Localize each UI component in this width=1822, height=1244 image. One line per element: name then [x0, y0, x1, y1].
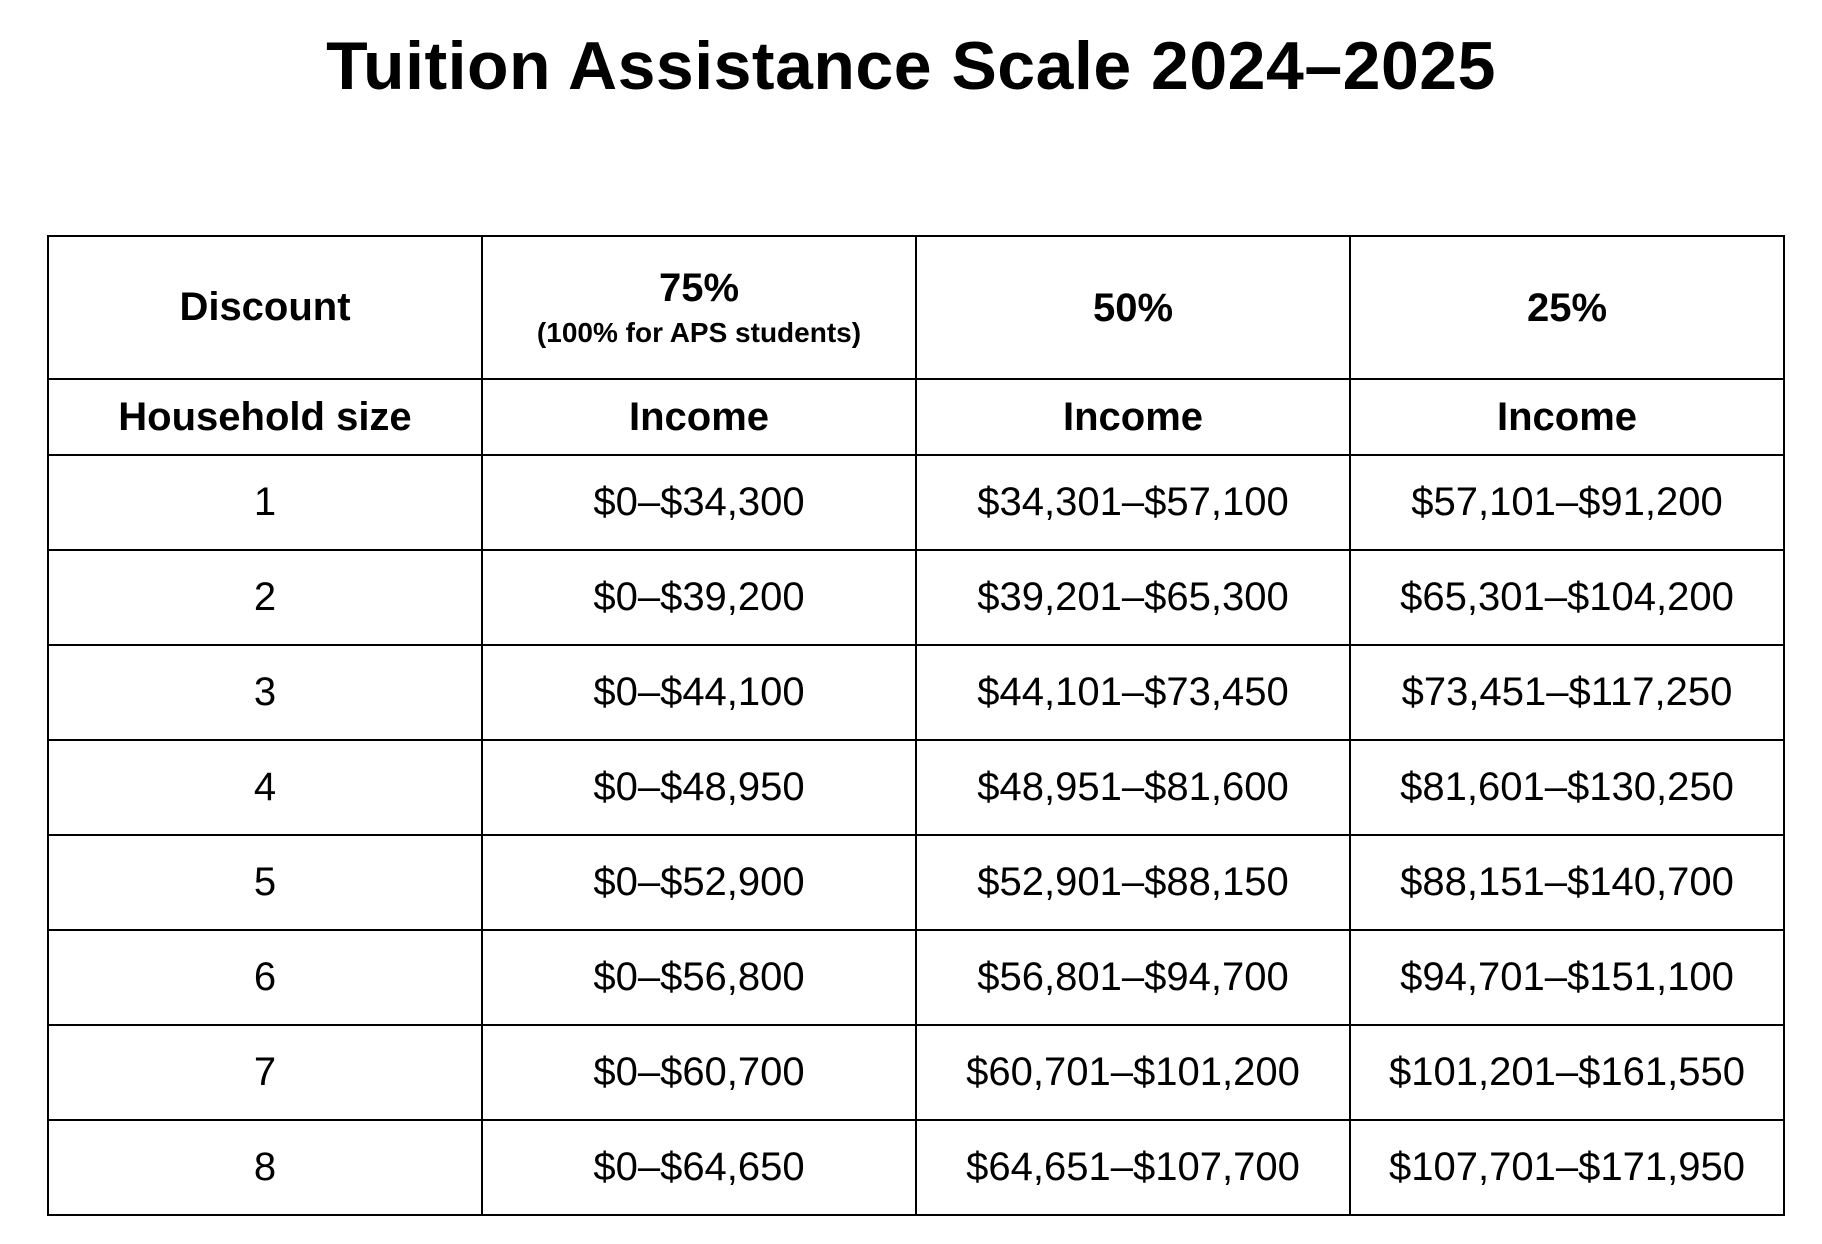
income-range-cell: $0–$64,650 — [482, 1120, 916, 1215]
income-range-cell: $57,101–$91,200 — [1350, 455, 1784, 550]
household-size-cell: 1 — [48, 455, 482, 550]
household-size-cell: 6 — [48, 930, 482, 1025]
income-range-cell: $39,201–$65,300 — [916, 550, 1350, 645]
income-range-cell: $65,301–$104,200 — [1350, 550, 1784, 645]
income-range-cell: $0–$52,900 — [482, 835, 916, 930]
discount-label: Discount — [48, 236, 482, 379]
table-row — [48, 1025, 1784, 1120]
table-row — [48, 1120, 1784, 1215]
table-row — [48, 740, 1784, 835]
income-range-cell: $0–$48,950 — [482, 740, 916, 835]
household-size-cell: 3 — [48, 645, 482, 740]
income-header: Income — [1350, 379, 1784, 455]
household-size-cell: 8 — [48, 1120, 482, 1215]
income-range-cell: $81,601–$130,250 — [1350, 740, 1784, 835]
income-range-cell: $34,301–$57,100 — [916, 455, 1350, 550]
table-row — [48, 835, 1784, 930]
table-row — [48, 645, 1784, 740]
discount-tier-25 — [1350, 236, 1784, 379]
income-range-cell: $88,151–$140,700 — [1350, 835, 1784, 930]
discount-tier-note: (100% for APS students) — [536, 316, 862, 348]
income-range-cell: $44,101–$73,450 — [916, 645, 1350, 740]
household-size-cell: 2 — [48, 550, 482, 645]
table-row — [48, 930, 1784, 1025]
tuition-scale-table — [47, 235, 1785, 1216]
discount-tier-75 — [482, 236, 916, 379]
income-range-cell: $64,651–$107,700 — [916, 1120, 1350, 1215]
income-range-cell: $0–$34,300 — [482, 455, 916, 550]
income-header: Income — [916, 379, 1350, 455]
income-range-cell: $0–$39,200 — [482, 550, 916, 645]
household-size-header: Household size — [48, 379, 482, 455]
discount-tier-50 — [916, 236, 1350, 379]
discount-tier-value: 25% — [1526, 285, 1608, 330]
income-range-cell: $101,201–$161,550 — [1350, 1025, 1784, 1120]
income-range-cell: $60,701–$101,200 — [916, 1025, 1350, 1120]
table-row — [48, 455, 1784, 550]
page-title: Tuition Assistance Scale 2024–2025 — [326, 28, 1496, 104]
household-size-cell: 4 — [48, 740, 482, 835]
income-header: Income — [482, 379, 916, 455]
discount-header-row — [48, 236, 1784, 379]
subheader-row — [48, 379, 1784, 455]
table-row — [48, 550, 1784, 645]
household-size-cell: 5 — [48, 835, 482, 930]
income-range-cell: $52,901–$88,150 — [916, 835, 1350, 930]
income-range-cell: $48,951–$81,600 — [916, 740, 1350, 835]
discount-tier-value: 75% — [658, 265, 740, 310]
discount-tier-value: 50% — [1092, 285, 1174, 330]
income-range-cell: $0–$56,800 — [482, 930, 916, 1025]
income-range-cell: $73,451–$117,250 — [1350, 645, 1784, 740]
income-range-cell: $0–$44,100 — [482, 645, 916, 740]
household-size-cell: 7 — [48, 1025, 482, 1120]
income-range-cell: $0–$60,700 — [482, 1025, 916, 1120]
income-range-cell: $56,801–$94,700 — [916, 930, 1350, 1025]
income-range-cell: $107,701–$171,950 — [1350, 1120, 1784, 1215]
income-range-cell: $94,701–$151,100 — [1350, 930, 1784, 1025]
